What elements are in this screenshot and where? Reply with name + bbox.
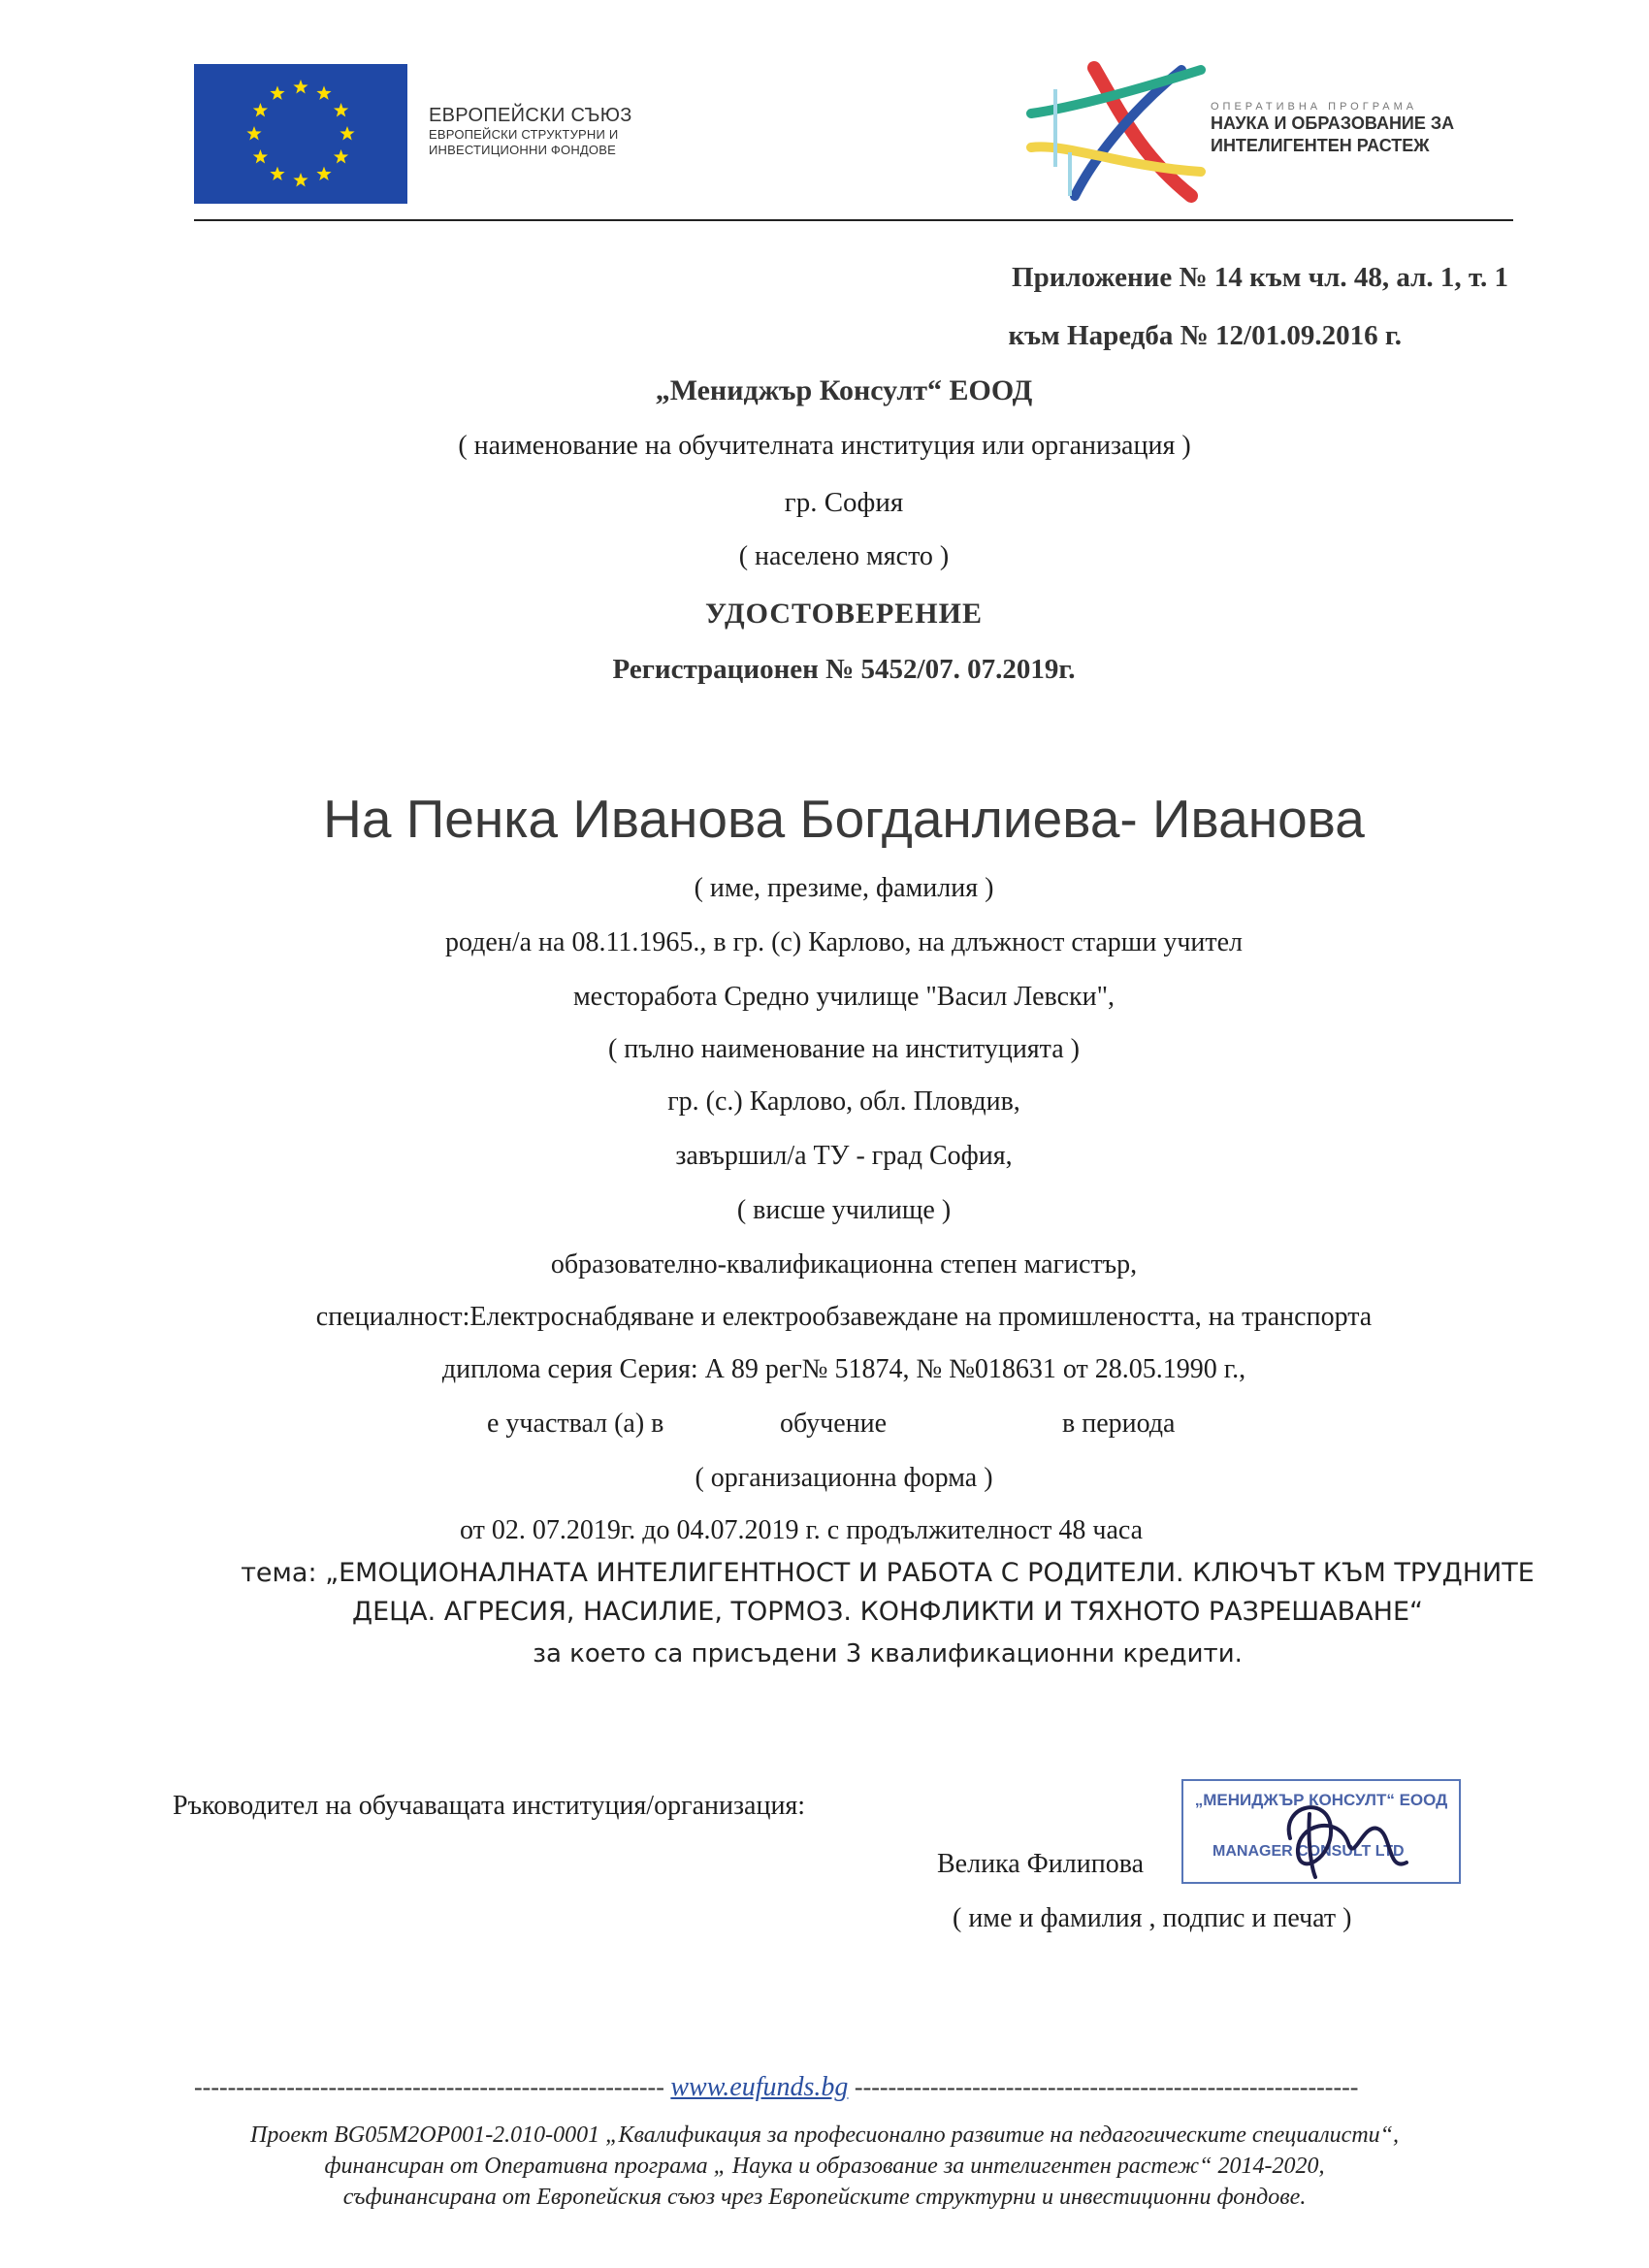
participated-label: е участвал (а) в bbox=[487, 1409, 664, 1439]
eu-star-icon bbox=[270, 85, 284, 99]
diploma-line: диплома серия Серия: А 89 рег№ 51874, № №018631 от 28.05.1990 г., bbox=[441, 1354, 1246, 1384]
certificate-registration: Регистрационен № 5452/07. 07.2019г. bbox=[612, 654, 1076, 685]
certificate-title: УДОСТОВЕРЕНИЕ bbox=[705, 598, 983, 630]
birth-line: роден/а на 08.11.1965., в гр. (с) Карлово, на длъжност старши учител bbox=[444, 927, 1244, 957]
eu-star-icon bbox=[316, 85, 331, 99]
eu-star-icon bbox=[340, 126, 354, 140]
eu-logo-text bbox=[429, 105, 632, 158]
operational-programme-logo-icon bbox=[1026, 60, 1209, 204]
credits-line: за което са присъдени 3 квалификационни кредити. bbox=[533, 1639, 1243, 1669]
institution-name: „Мениджър Консулт“ ЕООД bbox=[655, 374, 1033, 406]
dates-line: от 02. 07.2019г. до 04.07.2019 г. с продължителност 48 часа bbox=[460, 1515, 1144, 1545]
eu-flag-logo bbox=[194, 64, 407, 204]
op-title-line-2: ИНТЕЛИГЕНТЕН РАСТЕЖ bbox=[1211, 136, 1430, 155]
eu-star-icon bbox=[293, 173, 307, 186]
eu-star-icon bbox=[293, 80, 307, 93]
op-title-line-1: НАУКА И ОБРАЗОВАНИЕ ЗА bbox=[1211, 113, 1455, 133]
training-form: обучение bbox=[780, 1409, 888, 1439]
eu-stars-icon bbox=[194, 64, 407, 204]
town-line: гр. (с.) Карлово, обл. Пловдив, bbox=[667, 1086, 1020, 1117]
footer-dashes-right: ------------------------------------------------------------ bbox=[854, 2073, 1359, 2101]
degree-line: образователно-квалификационна степен магистър, bbox=[550, 1249, 1138, 1280]
project-line-1: Проект BG05M2OP001-2.010-0001 „Квалификация за професионално развитие на педагогическите специалисти“, bbox=[249, 2122, 1400, 2148]
eu-star-icon bbox=[253, 149, 268, 163]
header-divider bbox=[194, 219, 1513, 221]
graduated-caption: ( висше училище ) bbox=[736, 1195, 952, 1225]
stamp-bottom-text: MANAGER CONSULT LTD bbox=[1212, 1843, 1405, 1860]
op-logo-text bbox=[1211, 101, 1454, 157]
project-line-2: финансиран от Оперативна програма „ Наука и образование за интелигентен растеж“ 2014-2020, bbox=[324, 2154, 1325, 2179]
eu-star-icon bbox=[270, 167, 284, 180]
eu-title: ЕВРОПЕЙСКИ СЪЮЗ bbox=[429, 105, 632, 126]
head-name: Велика Филипова bbox=[937, 1849, 1144, 1879]
eu-star-icon bbox=[246, 126, 261, 140]
eu-star-icon bbox=[334, 149, 348, 163]
topic-line-1: тема: „ЕМОЦИОНАЛНАТА ИНТЕЛИГЕНТНОСТ И РАБОТА С РОДИТЕЛИ. КЛЮЧЪТ КЪМ ТРУДНИТЕ bbox=[241, 1558, 1535, 1588]
eu-subtitle-2: ИНВЕСТИЦИОННИ ФОНДОВЕ bbox=[429, 143, 616, 157]
handwritten-signature bbox=[1271, 1785, 1426, 1892]
recipient-name-caption: ( име, презиме, фамилия ) bbox=[694, 873, 994, 903]
workplace-line: месторабота Средно училище "Васил Левски", bbox=[572, 982, 1116, 1012]
annex-line-2: към Наредба № 12/01.09.2016 г. bbox=[1008, 320, 1402, 351]
op-small-caption: ОПЕРАТИВНА ПРОГРАМА bbox=[1211, 101, 1418, 113]
period-label: в периода bbox=[1062, 1409, 1176, 1439]
institution-place-caption: ( населено място ) bbox=[738, 541, 950, 571]
footer-link-row bbox=[194, 2072, 1484, 2103]
institution-place: гр. София bbox=[784, 487, 904, 518]
institution-name-caption: ( наименование на обучителната институция или организация ) bbox=[458, 431, 1191, 461]
signature-caption: ( име и фамилия , подпис и печат ) bbox=[953, 1903, 1352, 1933]
topic-line-2: ДЕЦА. АГРЕСИЯ, НАСИЛИЕ, ТОРМОЗ. КОНФЛИКТИ И ТЯХНОТО РАЗРЕШАВАНЕ“ bbox=[351, 1597, 1423, 1627]
graduated-line: завършил/а ТУ - град София, bbox=[675, 1141, 1013, 1171]
head-label: Ръководител на обучаващата институция/организация: bbox=[173, 1791, 806, 1821]
workplace-caption: ( пълно наименование на институцията ) bbox=[607, 1034, 1081, 1064]
project-line-3: съфинансирана от Европейския съюз чрез Европейските структурни и инвестиционни фондове. bbox=[342, 2185, 1307, 2210]
eu-star-icon bbox=[316, 167, 331, 180]
footer-dashes-left: -------------------------------------------------------- bbox=[194, 2073, 664, 2101]
form-caption: ( организационна форма ) bbox=[695, 1463, 993, 1493]
eu-star-icon bbox=[253, 103, 268, 116]
annex-line-1: Приложение № 14 към чл. 48, ал. 1, т. 1 bbox=[1012, 262, 1508, 293]
eu-star-icon bbox=[334, 103, 348, 116]
eufunds-link[interactable]: www.eufunds.bg bbox=[670, 2072, 849, 2102]
stamp-top-text: „МЕНИДЖЪР КОНСУЛТ“ ЕООД bbox=[1194, 1791, 1448, 1809]
specialty-line: специалност:Електроснабдяване и електрообзавеждане на промишлеността, на транспорта bbox=[315, 1302, 1373, 1332]
recipient-name: На Пенка Иванова Богданлиева- Иванова bbox=[323, 789, 1365, 849]
eu-subtitle-1: ЕВРОПЕЙСКИ СТРУКТУРНИ И bbox=[429, 127, 619, 142]
